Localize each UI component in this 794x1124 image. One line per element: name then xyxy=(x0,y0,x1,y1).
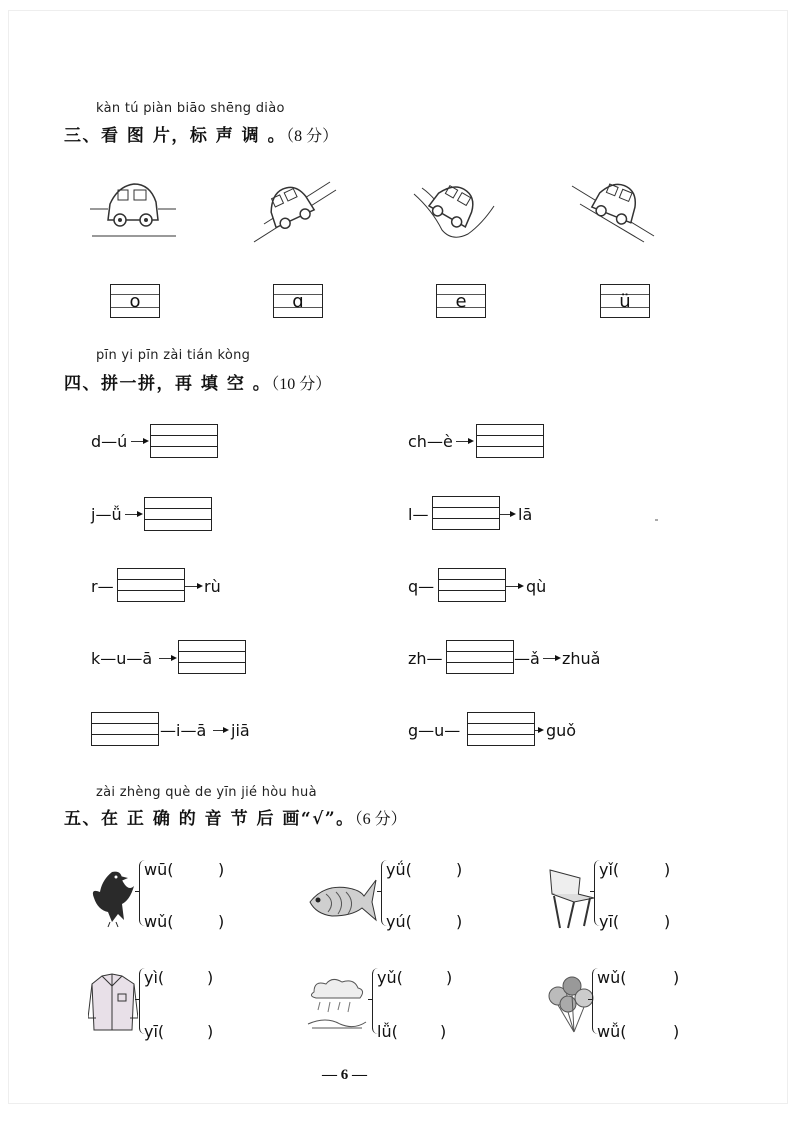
page-number: — 6 — xyxy=(322,1067,367,1083)
section3-pinyin: kàn tú piàn biāo shēng diào xyxy=(96,101,285,116)
section4-title: 四、拼一拼，再 填 空 。（10 分） xyxy=(64,374,332,394)
paren-close: ) xyxy=(218,912,225,931)
left-row4-label: k—u—ā xyxy=(91,649,153,668)
car-uphill-picture xyxy=(250,180,340,246)
option-3b[interactable]: yī( xyxy=(599,912,620,931)
fish-picture xyxy=(306,868,378,928)
option-4a[interactable]: yì( xyxy=(144,968,165,987)
right-row4-mid: —ǎ xyxy=(514,649,540,668)
left-row2-label: j—ǚ xyxy=(91,505,122,524)
section5-title: 五、在 正 确 的 音 节 后 画“√”。（6 分） xyxy=(64,809,407,829)
left-row3-label: r— xyxy=(91,577,114,596)
answer-box-left-1[interactable] xyxy=(150,424,218,458)
option-6a[interactable]: wǔ( xyxy=(597,968,627,987)
paren-close: ) xyxy=(456,912,463,931)
page-border xyxy=(8,10,788,1104)
left-row5-result: jiā xyxy=(231,721,250,740)
tone-box-e[interactable]: e xyxy=(436,284,486,318)
right-row5-result: guǒ xyxy=(546,721,577,740)
left-row1-label: d—ú xyxy=(91,432,128,451)
car-downhill-picture xyxy=(570,178,660,244)
right-row4-result: zhuǎ xyxy=(562,649,601,668)
paren-close: ) xyxy=(664,860,671,879)
paren-close: ) xyxy=(664,912,671,931)
paren-close: ) xyxy=(446,968,453,987)
right-row5-label: g—u— xyxy=(408,721,461,740)
section3-title: 三、看 图 片，标 声 调 。（8 分） xyxy=(64,126,339,146)
option-5a[interactable]: yǔ( xyxy=(377,968,403,987)
option-1a[interactable]: wū( xyxy=(144,860,174,879)
answer-box-right-2[interactable] xyxy=(432,496,500,530)
balloons-picture xyxy=(544,974,596,1036)
left-row3-result: rù xyxy=(204,577,221,596)
paren-close: ) xyxy=(207,968,214,987)
right-row2-label: l— xyxy=(408,505,429,524)
right-row3-label: q— xyxy=(408,577,435,596)
shirt-picture xyxy=(88,972,138,1034)
paren-close: ) xyxy=(673,968,680,987)
right-row1-label: ch—è xyxy=(408,432,453,451)
speck xyxy=(655,519,658,521)
right-row4-label: zh— xyxy=(408,649,443,668)
left-row5-label: —i—ā xyxy=(160,721,207,740)
answer-box-right-5[interactable] xyxy=(467,712,535,746)
answer-box-left-4[interactable] xyxy=(178,640,246,674)
answer-box-left-3[interactable] xyxy=(117,568,185,602)
option-2a[interactable]: yǘ( xyxy=(386,860,412,879)
chair-picture xyxy=(544,864,596,930)
rain-picture xyxy=(306,976,368,1032)
right-row2-result: lā xyxy=(518,505,533,524)
option-6b[interactable]: wǚ( xyxy=(597,1022,627,1041)
right-row3-result: qù xyxy=(526,577,547,596)
tone-box-o[interactable]: o xyxy=(110,284,160,318)
option-4b[interactable]: yī( xyxy=(144,1022,165,1041)
section4-pinyin: pīn yi pīn zài tián kòng xyxy=(96,348,251,363)
answer-box-left-5[interactable] xyxy=(91,712,159,746)
tone-box-u-umlaut[interactable]: ü xyxy=(600,284,650,318)
option-5b[interactable]: lǚ( xyxy=(377,1022,398,1041)
paren-close: ) xyxy=(207,1022,214,1041)
paren-close: ) xyxy=(673,1022,680,1041)
paren-close: ) xyxy=(440,1022,447,1041)
crow-picture xyxy=(88,864,136,928)
answer-box-right-4[interactable] xyxy=(446,640,514,674)
car-valley-picture xyxy=(412,180,502,246)
answer-box-right-1[interactable] xyxy=(476,424,544,458)
paren-close: ) xyxy=(456,860,463,879)
section5-pinyin: zài zhèng què de yīn jié hòu huà xyxy=(96,785,317,800)
option-2b[interactable]: yú( xyxy=(386,912,412,931)
answer-box-right-3[interactable] xyxy=(438,568,506,602)
tone-box-a[interactable]: ɑ xyxy=(273,284,323,318)
answer-box-left-2[interactable] xyxy=(144,497,212,531)
option-1b[interactable]: wǔ( xyxy=(144,912,174,931)
car-flat-picture xyxy=(88,176,178,242)
paren-close: ) xyxy=(218,860,225,879)
option-3a[interactable]: yǐ( xyxy=(599,860,620,879)
